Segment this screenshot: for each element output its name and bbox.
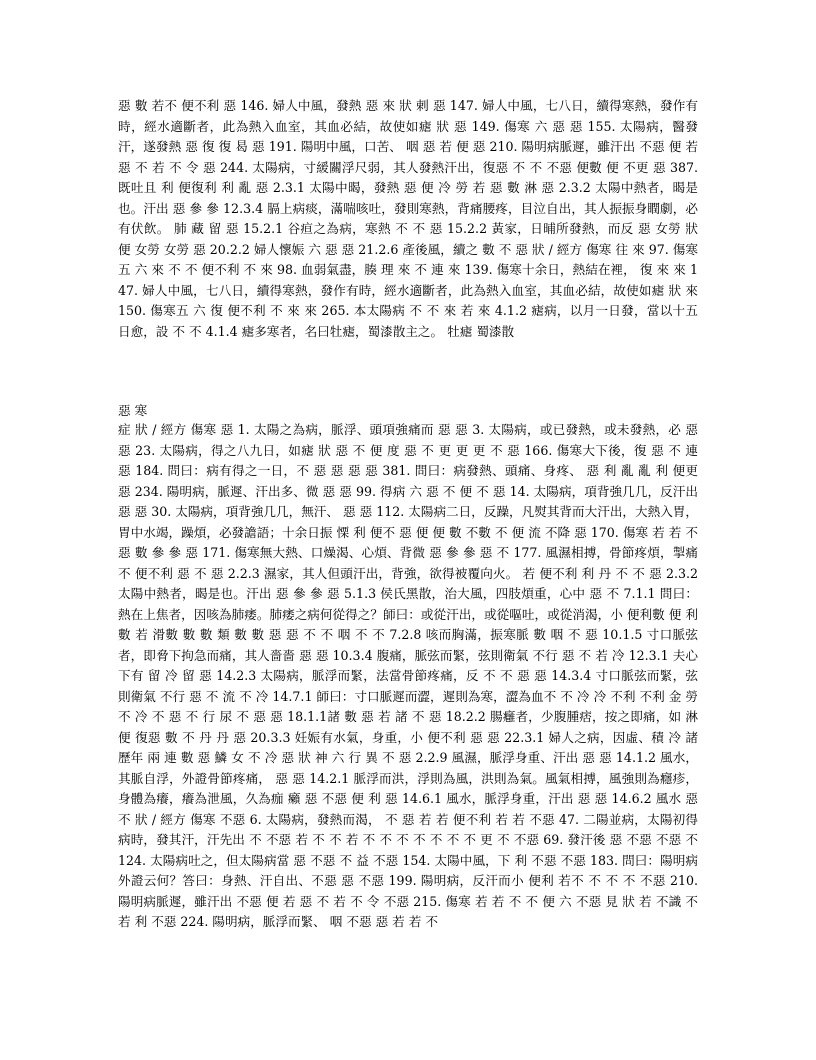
top-paragraph: 惡 數 若不 便不利 惡 146. 婦人中風，發熱 惡 來 狀 剌 惡 147. 婦人中風，七八日，續得寒熱，發作有時，經水適斷者，此為熱入血室，其血必結，故使如瘧 狀 惡 149. 傷寒 六 惡 惡 155. 太陽病，醫發汗，遂發熱 惡 復 復 曷 惡 191. 陽明中風，口苦、 咽 惡 若 便 惡 210. 陽明病脈遲，雖汗出 不惡 便 若 惡 不 若 不 令 惡 244. 太陽病，寸緩關浮尺弱，其人發熱汗出，復惡 不 不 不惡 便數 便 不更 惡 387. 既吐且 利 便復利 利 亂 惡 2.3.1 太陽中暍，發熱 惡 便 冷 勞 若 惡 數 淋 惡 2.3.2 太陽中熱者，暍是也。汗出 惡 參 參 12.3.4 膈上病痰，滿喘咳吐，發則寒熱，背痛腰疼，目泣自出，其人振振身瞤劇，必有伏飲。 肺 藏 留 惡 15.2.1 谷疸之為病，寒熱 不 不 惡 15.2.2 黃家，日晡所發熱，而反 惡 女勞 狀 便 女勞 女勞 惡 20.2.2 婦人懷娠 六 惡 惡 21.2.6 產後風，續之 數 不 惡 狀 / 經方 傷寒 往 來 97. 傷寒五 六 來 不 不 便不利 不 來 98. 血弱氣盡，腠 理 來 不 連 來 139. 傷寒十余日，熱結在裡， 復 來 來 147. 婦人中風，七八日，續得寒熱，發作有時，經水適斷者，此為熱入血室，其血必結，故使如瘧 狀 來 150. 傷寒五 六 復 便不利 不 來 來 265. 本太陽病 不 不 來 若 來 4.1.2 瘧病，以月一日發，當以十五日愈，設 不 不 4.1.4 瘧多寒者，名曰牡瘧，蜀漆散主之。 牡瘧 蜀漆散 (118, 98, 698, 339)
section-title: 惡 寒 (118, 403, 148, 418)
bottom-paragraph: 症 狀 / 經方 傷寒 惡 1. 太陽之為病，脈浮、頭項強痛而 惡 惡 3. 太陽病，或已發熱，或未發熱，必 惡 惡 23. 太陽病，得之八九日，如瘧 狀 惡 不 便 度 惡 不 更 更 更 不 惡 166. 傷寒大下後，復 惡 不 連 惡 184. 問曰：病有得之一日，不 惡 惡 惡 惡 381. 問曰：病發熱、頭痛、身疼、 惡 利 亂 亂 利 便更 惡 234. 陽明病，脈遲、汗出多、微 惡 惡 99. 得病 六 惡 不 便 不 惡 14. 太陽病，項背強几几，反汗出 惡 惡 30. 太陽病，項背強几几，無汗、 惡 惡 112. 太陽病二日，反躁，凡熨其背而大汗出，大熱入胃，胃中水竭，躁煩，必發譫語；十余日振 慄 利 便不 惡 便 便 數 不數 不 便 流 不降 惡 170. 傷寒 若 若 不 惡 數 參 參 惡 171. 傷寒無大熱、口燥渴、心煩、背微 惡 參 參 惡 不 177. 風濕相搏，骨節疼煩，掣痛 不 便不利 惡 不 惡 2.2.3 濕家，其人但頭汗出，背強，欲得被覆向火。 若 便不利 利 丹 不 不 惡 2.3.2 太陽中熱者，暍是也。汗出 惡 參 參 惡 5.1.3 侯氏黑散，治大風，四肢煩重，心中 惡 不 7.1.1 問曰：熱在上焦者，因咳為肺痿。肺痿之病何從得之？師曰：或從汗出，或從嘔吐，或從消渴，小 便利數 便 利 數 若 滑數 數 數 類 數 數 惡 惡 不 不 咽 不 不 7.2.8 咳而胸滿，振寒脈 數 咽 不 惡 10.1.5 寸口脈弦者，即脅下拘急而痛，其人嗇嗇 惡 惡 10.3.4 腹痛，脈弦而緊，弦則衛氣 不行 惡 不 若 冷 12.3.1 夫心下有 留 冷 留 惡 14.2.3 太陽病，脈浮而緊，法當骨節疼痛，反 不 不 惡 惡 14.3.4 寸口脈弦而緊，弦則衛氣 不行 惡 不 流 不 冷 14.7.1 師曰：寸口脈遲而澀，遲則為寒，澀為血不 不 冷 冷 不利 不利 金 勞 不 冷 不 惡 不 行 尿 不 惡 惡 18.1.1諸 數 惡 若 諸 不 惡 18.2.2 腸癰者，少腹腫痞，按之即痛，如 淋 便 復惡 數 不 丹 丹 惡 20.3.3 妊娠有水氣，身重，小 便不利 惡 惡 22.3.1 婦人之病，因虛、積 冷 諸 歷年 兩 連 數 惡 鱗 女 不 冷 惡 狀 神 六 行 異 不 惡 2.2.9 風濕，脈浮身重、汗出 惡 惡 14.1.2 風水，其脈自浮，外證骨節疼痛， 惡 惡 14.2.1 脈浮而洪，浮則為風，洪則為氣。風氣相搏，風強則為癮疹，身體為癢，癢為泄風，久為痂 癩 惡 不惡 便 利 惡 14.6.1 風水，脈浮身重，汗出 惡 惡 14.6.2 風水 惡 不 狀 / 經方 傷寒 不惡 6. 太陽病，發熱而渴， 不 惡 若 若 便不利 若 若 不惡 47. 二陽並病，太陽初得病時，發其汗，汗先出 不 不惡 若 不 不 若 不 不 不 不 不 不 不 更 不 不惡 69. 發汗後 惡 不惡 不惡 不 124. 太陽病吐之，但太陽病當 惡 不惡 不 益 不惡 154. 太陽中風，下 利 不惡 不惡 183. 問曰：陽明病外證云何？答曰：身熱、汗自出、不惡 惡 不惡 199. 陽明病，反汗而小 便利 若不 不 不 不 不惡 210. 陽明病脈遲，雖汗出 不惡 便 若 惡 不 若 不 令 不惡 215. 傷寒 若 若 不 不 便 六 不惡 見 狀 若 不識 不 若 利 不惡 224. 陽明病，脈浮而緊、 咽 不惡 惡 若 若 不 (118, 422, 698, 929)
document-page (118, 96, 698, 929)
aversion-to-cold-section (118, 402, 698, 1060)
